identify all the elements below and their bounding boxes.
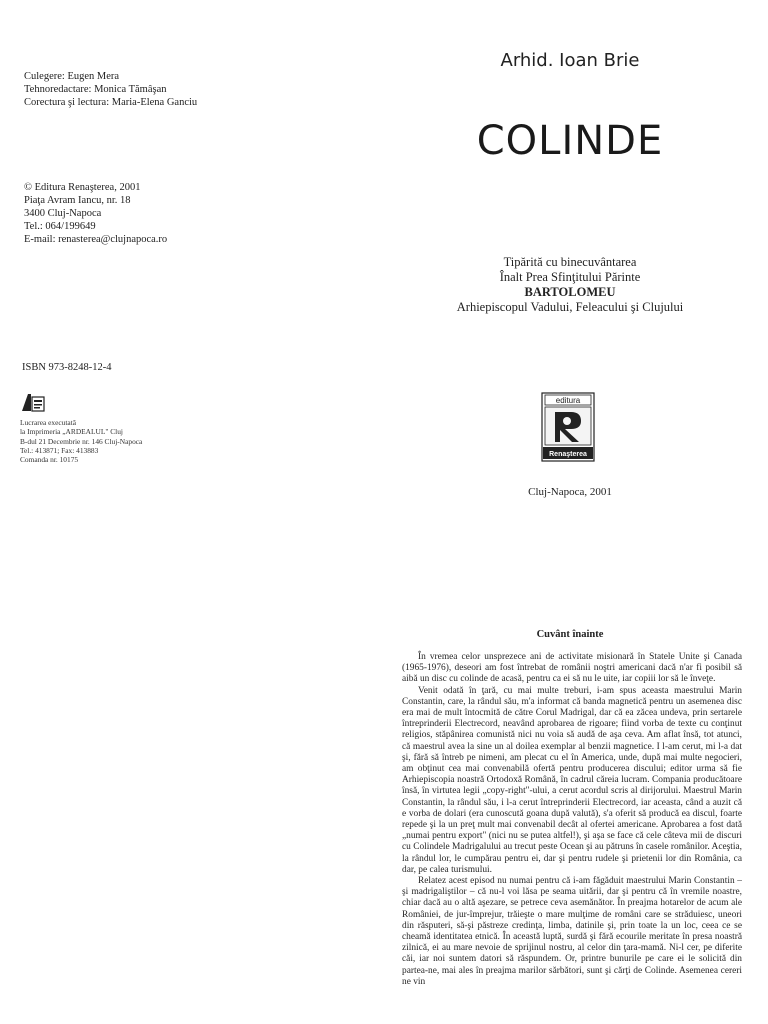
foreword-text: [402, 652, 742, 988]
credits-block: [24, 70, 197, 109]
isbn: ISBN 973-8248-12-4: [22, 362, 112, 373]
foreword-page: [372, 540, 768, 1024]
blessing-block: [372, 255, 768, 315]
publisher-logo-bottom-text: Renaşterea: [549, 451, 587, 458]
publisher-info-line: Tel.: 064/199649: [24, 221, 96, 232]
foreword-paragraph: Venit odată în ţară, cu mai multe treburi, i-am spus aceasta maestrului Marin Constantin, care, la rândul său, m'a informat că banda magnetică pentru un asemenea disc era mai de mult întocmită de către Corul Madrigal, dar că ea zăcea undeva, prin sertarele întreprinderii Electrecord, neavând aprobarea de rigoare; fiind vorba de texte cu conţinut religios, stăpânirea comunistă nici nu voia să audă de aşa ceva. Am aflat însă, tot atunci, că maestrul avea la sine un al doilea exemplar al benzii magnetice. I l-am cerut, mi l-a dat şi, fără să întreb pe nimeni, am plecat cu el în America, unde, după mai multe negocieri, am obţinut cea mai convenabilă ofertă pentru producerea discului; editor urma să fie Arhiepiscopia noastră Ortodoxă Română, în cadrul căreia lucram. Compania producătoare însă, în virtutea legii „copy-right"-ului, a cerut acordul scris al dirijorului. Maestrul Marin Constantin, la rândul său, i l-a cerut întreprinderii Electrecord, iar aceasta, când a auzit că e vorba de dolari (era cunoscută goana după valută), s'a oferit să producă ea discul, foarte repede şi la un preţ mult mai convenabil decât al ofertei americane. Aprobarea a fost dată „numai pentru export" (nici nu se putea altfel!), şi aşa se face că cele câteva mii de discuri cu Colindele Madrigalului au trecut peste Ocean şi au pătruns în casele românilor. Aceştia, la rândul lor, le cumpărau pentru ei, dar şi pentru rudele şi prietenii lor din România, ca dar, pe calea turismului.: [402, 685, 742, 875]
printing-house-logo-icon: [20, 391, 46, 413]
copyright-page: [0, 0, 372, 540]
printer-info-line: Lucrarea executată: [20, 418, 76, 427]
book-title: COLINDE: [476, 118, 664, 164]
foreword-paragraph: Relatez acest episod nu numai pentru că i-am făgăduit maestrului Marin Constantin – şi madrigaliştilor – că nu-l voi lăsa pe seama uitării, dar şi pentru că în vremile noastre, chiar dacă au o altă aşezare, se petrece ceva asemănător. În preajma hotarelor de acum ale României, de jur-împrejur, trăieşte o mare mulţime de români care se străduiesc, uneori din răsputeri, să-şi păstreze credinţa, limba, datinile şi, prin toate la un loc, ceea ce se cheamă identitatea etnică. În această luptă, surdă şi fără ecourile meritate în presa noastră zilnică, ei au mare nevoie de sprijinul nostru, al celor din ţara-mamă. Ni-l cer, pe diferite căi, iar noi suntem datori să răspundem. Or, printre bunurile pe care ei le solicită din partea-ne, mai ales în preajma marilor sărbători, sunt şi cărţi de Colinde. Asemenea cereri ne vin: [402, 876, 742, 987]
publisher-logo-icon: [541, 392, 595, 462]
foreword-title: Cuvânt înainte: [536, 629, 604, 640]
printer-info-line: Comanda nr. 10175: [20, 455, 79, 465]
publisher-info-block: [24, 181, 167, 246]
blessing-line: Tipărită cu binecuvântarea: [503, 255, 637, 269]
credit-line: Corectura şi lectura: Maria-Elena Ganciu: [24, 97, 198, 108]
bishop-title: Arhiepiscopul Vadului, Feleacului şi Clujului: [456, 300, 684, 314]
title-page: [372, 0, 768, 540]
printer-info-line: la Imprimeria „ARDEALUL" Cluj: [20, 427, 123, 437]
place-and-year: Cluj-Napoca, 2001: [528, 486, 612, 498]
credit-line: Culegere: Eugen Mera: [24, 71, 120, 82]
publisher-info-line: © Editura Renaşterea, 2001: [24, 182, 141, 193]
publisher-email: E-mail: renasterea@clujnapoca.ro: [24, 234, 168, 245]
publisher-info-line: 3400 Cluj-Napoca: [24, 208, 102, 219]
printer-info-line: Tel.: 413871; Fax: 413883: [20, 445, 99, 455]
printer-info-block: [20, 418, 142, 464]
publisher-info-line: Piaţa Avram Iancu, nr. 18: [24, 195, 131, 206]
blank-page: [0, 540, 372, 1024]
credit-line: Tehnoredactare: Monica Tămâşan: [24, 84, 167, 95]
bishop-name: BARTOLOMEU: [524, 285, 616, 299]
publisher-logo-top-text: editura: [555, 396, 581, 405]
author-name: Arhid. Ioan Brie: [500, 50, 640, 71]
blessing-line: Înalt Prea Sfinţitului Părinte: [499, 270, 641, 284]
printer-info-line: B-dul 21 Decembrie nr. 146 Cluj-Napoca: [20, 436, 143, 446]
foreword-paragraph: În vremea celor unsprezece ani de activitate misionară în Statele Unite şi Canada (1965-1976), deseori am fost întrebat de românii noştri americani dacă n'ar fi posibil să aibă un disc cu colinde de acasă, pentru ca ei să nu le uite, iar copiii lor să le înveţe.: [402, 652, 742, 685]
